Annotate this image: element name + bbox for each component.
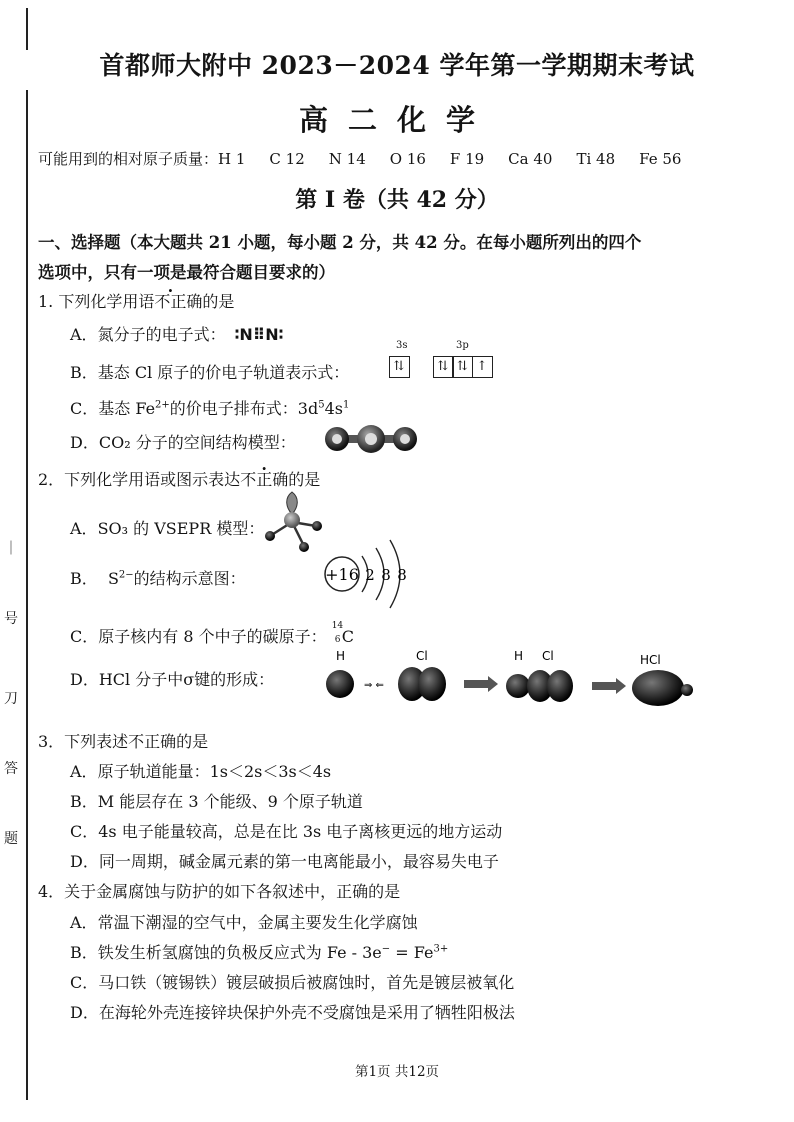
option-text: 的价电子排布式：3d (169, 399, 319, 418)
option-label: D． (70, 1003, 99, 1022)
cl-p-orbital-lobe (418, 667, 446, 701)
co2-ball-model (322, 424, 420, 454)
superscript: 1 (343, 399, 350, 411)
margin-char: 号 (4, 611, 18, 627)
atom-label-h: H (514, 649, 524, 663)
option-label: A． (70, 519, 98, 538)
process-arrow (464, 680, 488, 688)
binding-line-top (26, 8, 28, 50)
oxygen-atom (299, 542, 309, 552)
orbital-box: ⇅ (389, 356, 410, 378)
atom-label-cl: Cl (542, 649, 554, 663)
option-text: 的结构示意图： (133, 569, 246, 588)
page-footer: 第1页 共12页 (354, 1064, 440, 1080)
approach-arrows: ⇒ ⇐ (364, 680, 384, 691)
orbital-3s-boxes (390, 356, 410, 378)
atomic-masses-label: 可能用到的相对原子质量： (38, 150, 219, 168)
option-text: HCl 分子中σ键的形成： (98, 670, 275, 689)
stem-text: 1. 下列化学用语 (38, 292, 155, 311)
ion-charge: 2− (118, 569, 134, 581)
atomic-masses (38, 148, 681, 169)
q4-option-d (70, 1000, 515, 1023)
option-label: C． (70, 399, 99, 418)
section-instructions-line1: 一、选择题（本大题共 21 小题，每小题 2 分，共 42 分。在每小题所列出的四个 (38, 233, 642, 252)
q2-option-c (70, 620, 354, 649)
s2-structure-diagram (318, 534, 418, 614)
stem-emphasis: 不正确 (240, 470, 289, 489)
orbital-3p-boxes (434, 356, 493, 378)
superscript: − (381, 943, 391, 955)
option-label: B． (70, 792, 98, 811)
cl-orbital-diagram (390, 340, 510, 384)
option-text: SO₃ 的 VSEPR 模型： (97, 519, 265, 538)
q1-option-c (70, 396, 349, 419)
margin-char: 刀 (4, 691, 18, 707)
superscript: 5 (318, 399, 325, 411)
q2-option-d (70, 667, 274, 690)
q3-option-c (70, 819, 502, 842)
q3-option-d (70, 849, 499, 872)
option-text: 马口铁（镀锡铁）镀层破损后被腐蚀时，首先是镀层被氧化 (98, 973, 515, 992)
sulfur-atom (284, 512, 300, 528)
q1-option-d (70, 430, 296, 453)
option-label: A． (70, 325, 98, 344)
element-symbol: C (341, 626, 354, 646)
margin-char: ｜ (4, 541, 18, 557)
option-text: 铁发生析氢腐蚀的负极反应式为 Fe - 3e (97, 943, 382, 962)
question-2-stem (38, 467, 320, 490)
q4-option-a (70, 910, 418, 933)
mass-number: 14 (331, 620, 344, 631)
option-label: B． (70, 943, 98, 962)
option-label: D． (70, 670, 99, 689)
oxygen-atom-highlight (332, 434, 342, 444)
atom-label-cl: Cl (416, 649, 428, 663)
atomic-mass-item: Fe 56 (639, 150, 682, 168)
section-instructions-line2: 选项中，只有一项是最符合题目要求的） (38, 263, 335, 282)
shell-electron-count: 8 (381, 566, 391, 584)
q2-option-a (70, 516, 264, 539)
atomic-mass-item: O 16 (389, 150, 426, 168)
atomic-mass-item: Ti 48 (576, 150, 616, 168)
option-text: 4s (324, 399, 343, 418)
question-4-stem: 4．关于金属腐蚀与防护的如下各叙述中，正确的是 (38, 882, 401, 901)
molecule-label-hcl: HCl (640, 653, 661, 667)
oxygen-atom (265, 531, 275, 541)
subject-title: 高二化学 (298, 103, 495, 137)
volume-title: 第 I 卷（共 42 分） (295, 187, 499, 213)
ion-charge: 2+ (155, 399, 170, 411)
option-text: S (107, 569, 119, 588)
option-label: B． (70, 569, 98, 588)
process-arrow (592, 682, 616, 690)
process-arrow-head (488, 676, 498, 692)
shell-electron-count: 8 (397, 566, 407, 584)
superscript: 3+ (433, 943, 449, 955)
question-3-stem: 3．下列表述不正确的是 (38, 732, 209, 751)
process-arrow-head (616, 678, 626, 694)
option-label: B． (70, 363, 98, 382)
q3-option-b (70, 789, 363, 812)
q4-option-c (70, 970, 514, 993)
oxygen-atom (312, 521, 322, 531)
margin-char: 答 (4, 761, 18, 777)
lone-pair-lobe (287, 492, 298, 514)
option-text: 常温下潮湿的空气中，金属主要发生化学腐蚀 (97, 913, 418, 932)
option-text: = Fe (390, 943, 434, 962)
option-text: 4s 电子能量较高，总是在比 3s 电子离核更远的地方运动 (98, 822, 503, 841)
option-text: 氮分子的电子式： (97, 325, 226, 344)
oxygen-atom-highlight (400, 434, 410, 444)
atomic-mass-item: H 1 (218, 150, 246, 168)
orbital-label-3p: 3p (456, 340, 469, 351)
h-s-orbital (506, 674, 530, 698)
option-label: C． (70, 627, 99, 646)
hcl-minor-lobe (681, 684, 693, 696)
option-text: M 能层存在 3 个能级、9 个原子轨道 (97, 792, 363, 811)
question-1-stem (38, 289, 234, 312)
option-text: 基态 Fe (98, 399, 156, 418)
nucleus-charge: +16 (325, 565, 359, 584)
q2-option-b (70, 566, 246, 589)
orbital-box: ⇅ (452, 356, 473, 378)
carbon-atom-highlight (365, 433, 377, 445)
option-text: 同一周期，碱金属元素的第一电离能最小，最容易失电子 (98, 852, 499, 871)
exam-title: 首都师大附中 2023－2024 学年第一学期期末考试 (99, 51, 695, 80)
q1-option-b (70, 360, 349, 383)
option-text: 原子轨道能量：1s＜2s＜3s＜4s (97, 762, 332, 781)
n2-electron-formula: ∶N⠿N∶ (234, 325, 284, 344)
hcl-sigma-bond-diagram (318, 646, 698, 708)
binding-line (26, 90, 28, 1100)
option-label: C． (70, 822, 99, 841)
cl-p-orbital-lobe (547, 670, 573, 702)
stem-text: 确的是 (186, 292, 235, 311)
option-label: D． (70, 852, 99, 871)
option-label: D． (70, 433, 99, 452)
atomic-mass-item: F 19 (449, 150, 485, 168)
option-text: 在海轮外壳连接锌块保护外壳不受腐蚀是采用了牺牲阳极法 (98, 1003, 515, 1022)
h-s-orbital (326, 670, 354, 698)
atomic-mass-item: N 14 (328, 150, 366, 168)
shell-electron-count: 2 (365, 566, 375, 584)
option-label: A． (70, 913, 98, 932)
q1-option-a (70, 322, 283, 345)
option-text: 原子核内有 8 个中子的碳原子： (98, 627, 327, 646)
q4-option-b (70, 940, 448, 963)
atomic-mass-item: C 12 (269, 150, 305, 168)
option-text: CO₂ 分子的空间结构模型： (98, 433, 296, 452)
stem-text: 2．下列化学用语或图示表达 (38, 470, 241, 489)
q3-option-a (70, 759, 331, 782)
hcl-sigma-orbital (632, 670, 684, 706)
option-text: 基态 Cl 原子的价电子轨道表示式： (97, 363, 350, 382)
option-label: A． (70, 762, 98, 781)
orbital-box: ↑ (472, 356, 493, 378)
margin-char: 题 (4, 831, 18, 847)
option-label: C． (70, 973, 99, 992)
stem-text: 的是 (288, 470, 321, 489)
atomic-mass-item: Ca 40 (508, 150, 553, 168)
stem-emphasis: 不正 (154, 292, 187, 311)
atom-label-h: H (336, 649, 346, 663)
orbital-box: ⇅ (433, 356, 454, 378)
orbital-label-3s: 3s (396, 340, 408, 351)
atomic-number: 6 (334, 634, 341, 645)
